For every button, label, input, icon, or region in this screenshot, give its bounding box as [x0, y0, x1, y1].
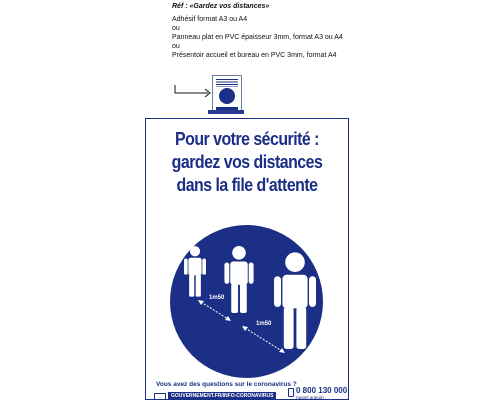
distance-label-2: 1m50	[256, 321, 272, 327]
distance-arrow-icon-2	[242, 325, 286, 355]
phone-number: 0 800 130 000	[296, 386, 348, 395]
poster-headline	[146, 127, 348, 196]
display-stand-thumbnail	[212, 75, 242, 113]
computer-icon	[154, 393, 166, 400]
queue-circle	[170, 225, 323, 378]
person-icon-small	[184, 245, 206, 297]
phone-icon	[288, 388, 294, 397]
distance-label-1: 1m50	[209, 295, 225, 301]
reference-line-4: ou	[172, 43, 180, 50]
website-block	[154, 392, 276, 400]
reference-line-2: ou	[172, 25, 180, 32]
distance-arrow-icon-1	[198, 299, 233, 323]
headline-line-2: gardez vos distances	[171, 151, 323, 172]
distance-poster	[145, 118, 349, 400]
reference-line-5: Présentoir accueil et bureau en PVC 3mm, format A4	[172, 52, 337, 59]
reference-line-1: Adhésif format A3 ou A4	[172, 16, 248, 23]
phone-block	[288, 387, 347, 401]
reference-title: Réf : «Gardez vos distances»	[172, 3, 270, 10]
arrow-icon	[174, 84, 214, 100]
product-reference	[172, 2, 343, 60]
headline-line-3: dans la file d'attente	[176, 174, 318, 195]
display-stand-base	[208, 110, 244, 114]
question-text: Vous avez des questions sur le coronavirus ?	[156, 381, 297, 388]
headline-line-1: Pour votre sécurité :	[175, 128, 319, 149]
reference-line-3: Panneau plat en PVC épaisseur 3mm, format A3 ou A4	[172, 34, 343, 41]
website-link: GOUVERNEMENT.FR/INFO-CORONAVIRUS	[168, 392, 276, 400]
phone-note: (appel gratuit)	[296, 395, 324, 400]
